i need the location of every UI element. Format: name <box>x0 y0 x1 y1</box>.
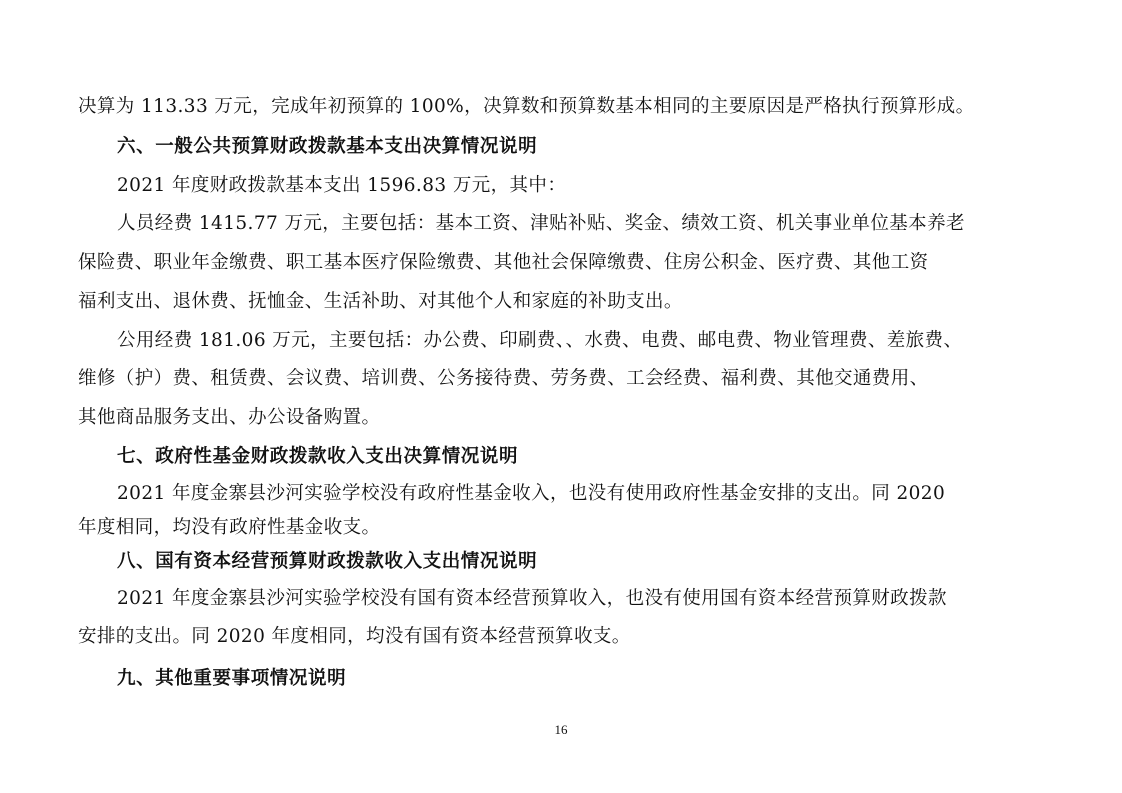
page-number: 16 <box>554 722 568 737</box>
section-heading-9: 九、其他重要事项情况说明 <box>117 668 347 689</box>
paragraph-line: 福利支出、退休费、抚恤金、生活补助、对其他个人和家庭的补助支出。 <box>78 291 683 312</box>
section-heading-7: 七、政府性基金财政拨款收入支出决算情况说明 <box>117 446 519 467</box>
paragraph-line: 2021 年度金寨县沙河实验学校没有政府性基金收入，也没有使用政府性基金安排的支出。同 2020 <box>117 483 946 504</box>
section-heading-6: 六、一般公共预算财政拨款基本支出决算情况说明 <box>117 136 538 157</box>
paragraph-line: 保险费、职业年金缴费、职工基本医疗保险缴费、其他社会保障缴费、住房公积金、医疗费、其他工资 <box>78 252 929 273</box>
paragraph-line: 2021 年度金寨县沙河实验学校没有国有资本经营预算收入，也没有使用国有资本经营预算财政拨款 <box>117 588 947 609</box>
section-heading-8: 八、国有资本经营预算财政拨款收入支出情况说明 <box>117 551 538 572</box>
paragraph-line: 安排的支出。同 2020 年度相同，均没有国有资本经营预算收支。 <box>78 626 631 647</box>
paragraph-line: 其他商品服务支出、办公设备购置。 <box>78 407 381 428</box>
paragraph-line: 维修（护）费、租赁费、会议费、培训费、公务接待费、劳务费、工会经费、福利费、其他交通费用、 <box>78 368 929 389</box>
paragraph-line: 2021 年度财政拨款基本支出 1596.83 万元，其中： <box>117 175 567 196</box>
paragraph-line: 公用经费 181.06 万元，主要包括：办公费、印刷费、、水费、电费、邮电费、物业管理费、差旅费、 <box>117 330 963 351</box>
paragraph-line: 决算为 113.33 万元，完成年初预算的 100%，决算数和预算数基本相同的主要原因是严格执行预算形成。 <box>78 96 975 117</box>
paragraph-line: 年度相同，均没有政府性基金收支。 <box>78 517 381 538</box>
paragraph-line: 人员经费 1415.77 万元，主要包括：基本工资、津贴补贴、奖金、绩效工资、机关事业单位基本养老 <box>117 213 965 234</box>
